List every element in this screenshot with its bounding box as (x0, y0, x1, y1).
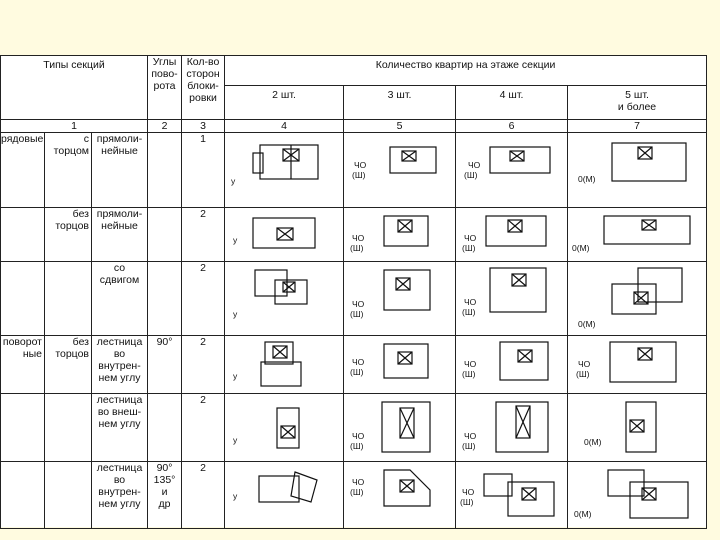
row1-type: рядовые (1, 133, 45, 208)
mark-sh: (Ш) (464, 170, 478, 180)
table-row (1, 208, 707, 262)
mark-ch: ЧО (464, 233, 477, 243)
mark-ch: ЧО (462, 487, 475, 497)
plan-cell (456, 336, 568, 394)
row4-subtype: без торцов (45, 336, 92, 394)
plan-cell (225, 133, 344, 208)
mark-u: у (233, 491, 238, 501)
section-plan-diagram (225, 462, 343, 528)
mark-ch: ЧО (352, 357, 365, 367)
num-4: 4 (225, 120, 344, 133)
plan-cell (456, 462, 568, 529)
header-col-4: 4 шт. (456, 86, 568, 120)
plan-cell (568, 462, 707, 529)
row3-angle (148, 262, 182, 336)
row4-angle: 90° (148, 336, 182, 394)
plan-cell (344, 262, 456, 336)
mark-ch: ЧО (468, 160, 481, 170)
row5-count: 2 (182, 394, 225, 462)
header-col-3: 3 шт. (344, 86, 456, 120)
row2-type (1, 208, 45, 262)
header-col-2: 2 шт. (225, 86, 344, 120)
mark-ch: ЧО (578, 359, 591, 369)
mark-ch: ЧО (352, 477, 365, 487)
table-row (1, 336, 707, 394)
mark-sh: (Ш) (350, 367, 364, 377)
mark-ch: ЧО (354, 160, 367, 170)
mark-ch: ЧО (352, 431, 365, 441)
section-plan-diagram (568, 133, 706, 207)
mark-sh: (Ш) (350, 309, 364, 319)
plan-cell (456, 208, 568, 262)
mark-m: 0(М) (572, 243, 590, 253)
row3-shape: со сдвигом (92, 262, 148, 336)
row5-shape: лестница во внеш- нем углу (92, 394, 148, 462)
section-plan-diagram (225, 262, 343, 335)
mark-ch: ЧО (464, 431, 477, 441)
num-5: 5 (344, 120, 456, 133)
mark-ch: ЧО (352, 233, 365, 243)
plan-cell (456, 262, 568, 336)
row2-subtype: без торцов (45, 208, 92, 262)
section-plan-diagram (225, 394, 343, 461)
row6-count: 2 (182, 462, 225, 529)
mark-sh: (Ш) (460, 497, 474, 507)
mark-sh: (Ш) (352, 170, 366, 180)
row3-subtype (45, 262, 92, 336)
mark-u: у (233, 309, 238, 319)
mark-ch: ЧО (464, 359, 477, 369)
plan-cell (344, 133, 456, 208)
plan-cell (344, 208, 456, 262)
mark-u: у (233, 371, 238, 381)
mark-ch: ЧО (464, 297, 477, 307)
row6-shape: лестница во внутрен- нем углу (92, 462, 148, 529)
section-plan-diagram (568, 394, 706, 461)
row4-count: 2 (182, 336, 225, 394)
plan-cell (225, 462, 344, 529)
header-angles: Углы пово- рота (148, 56, 182, 120)
mark-sh: (Ш) (462, 243, 476, 253)
num-2: 2 (148, 120, 182, 133)
plan-cell (344, 394, 456, 462)
row1-subtype: с торцом (45, 133, 92, 208)
row2-count: 2 (182, 208, 225, 262)
mark-sh: (Ш) (350, 441, 364, 451)
mark-sh: (Ш) (350, 243, 364, 253)
number-row (1, 120, 707, 133)
mark-u: у (231, 176, 236, 186)
mark-m: 0(М) (574, 509, 592, 519)
section-plan-diagram (568, 208, 706, 261)
plan-cell (568, 336, 707, 394)
row4-type: поворот ные (1, 336, 45, 394)
row5-type (1, 394, 45, 462)
plan-cell (344, 462, 456, 529)
mark-u: у (233, 235, 238, 245)
table-sheet (0, 55, 706, 527)
table-row (1, 133, 707, 208)
row1-angle (148, 133, 182, 208)
header-col-5: 5 шт. и более (568, 86, 707, 120)
row5-angle (148, 394, 182, 462)
section-types-table (0, 55, 707, 529)
plan-cell (568, 133, 707, 208)
section-plan-diagram (225, 336, 343, 393)
num-1: 1 (1, 120, 148, 133)
mark-m: 0(М) (578, 174, 596, 184)
header-types: Типы секций (1, 56, 148, 120)
mark-sh: (Ш) (350, 487, 364, 497)
table-row (1, 262, 707, 336)
plan-cell (225, 262, 344, 336)
header-apartments: Количество квартир на этаже секции (225, 56, 707, 86)
plan-cell (568, 262, 707, 336)
mark-sh: (Ш) (462, 369, 476, 379)
mark-m: 0(М) (578, 319, 596, 329)
row5-subtype (45, 394, 92, 462)
plan-cell (568, 394, 707, 462)
num-6: 6 (456, 120, 568, 133)
mark-sh: (Ш) (462, 307, 476, 317)
mark-u: у (233, 435, 238, 445)
table-row (1, 394, 707, 462)
plan-cell (344, 336, 456, 394)
row3-type (1, 262, 45, 336)
row2-angle (148, 208, 182, 262)
plan-cell (225, 394, 344, 462)
mark-sh: (Ш) (576, 369, 590, 379)
mark-ch: ЧО (352, 299, 365, 309)
row4-shape: лестница во внутрен- нем углу (92, 336, 148, 394)
row1-shape: прямоли- нейные (92, 133, 148, 208)
row6-angle: 90° 135° и др (148, 462, 182, 529)
section-plan-diagram (225, 133, 343, 207)
header-count: Кол-во сторон блоки- ровки (182, 56, 225, 120)
plan-cell (456, 394, 568, 462)
plan-cell (456, 133, 568, 208)
row1-count: 1 (182, 133, 225, 208)
plan-cell (225, 336, 344, 394)
row2-shape: прямоли- нейные (92, 208, 148, 262)
row6-subtype (45, 462, 92, 529)
row3-count: 2 (182, 262, 225, 336)
section-plan-diagram (225, 208, 343, 261)
table-row (1, 462, 707, 529)
mark-m: 0(М) (584, 437, 602, 447)
plan-cell (568, 208, 707, 262)
num-3: 3 (182, 120, 225, 133)
plan-cell (225, 208, 344, 262)
num-7: 7 (568, 120, 707, 133)
mark-sh: (Ш) (462, 441, 476, 451)
row6-type (1, 462, 45, 529)
